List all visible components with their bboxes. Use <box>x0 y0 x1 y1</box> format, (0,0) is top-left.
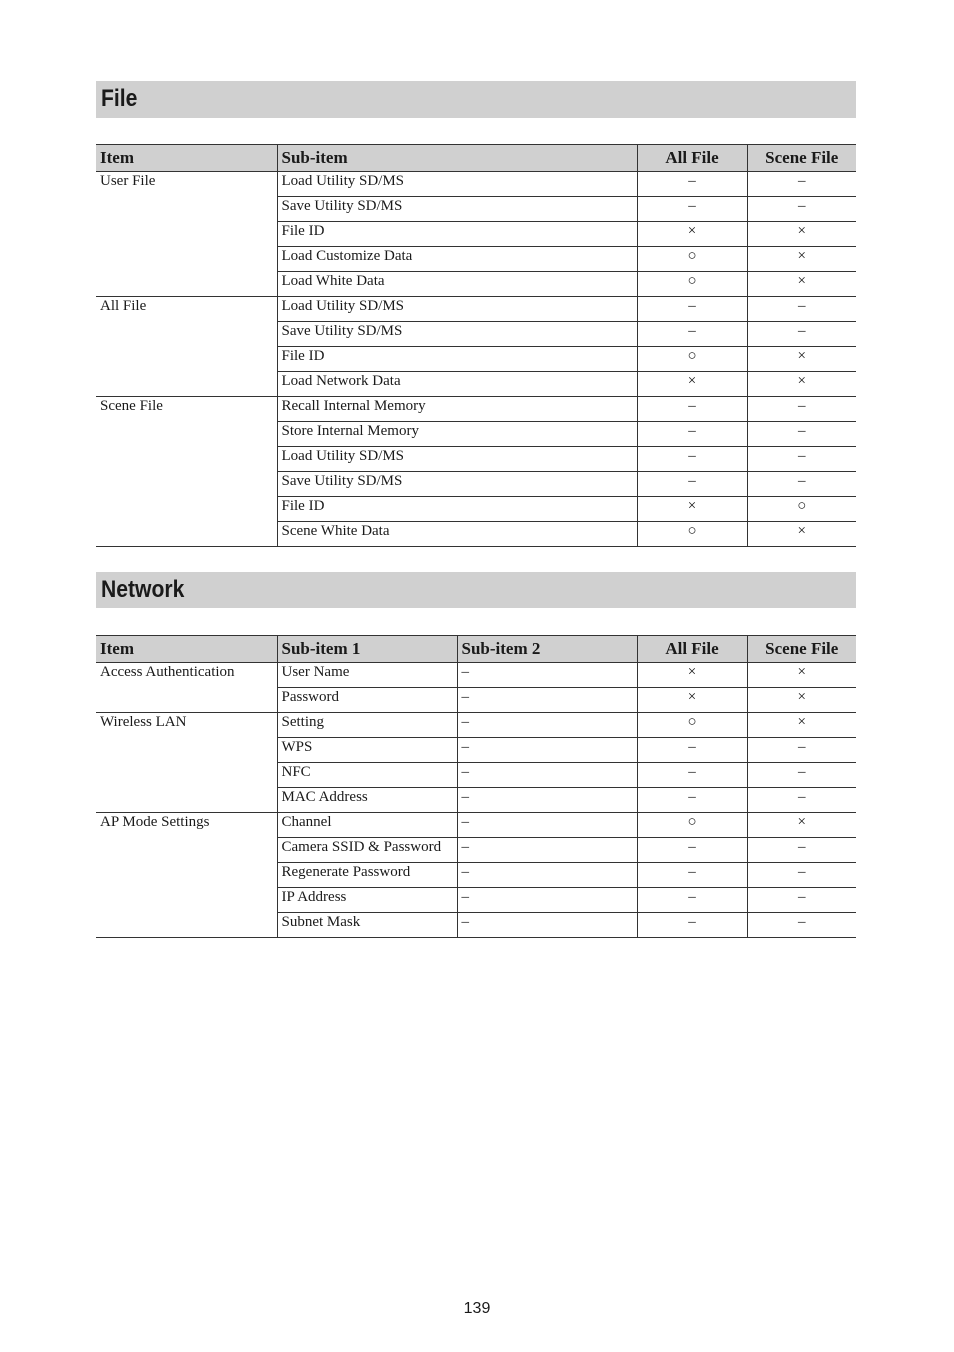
scene-file-cell: – <box>747 738 856 763</box>
table-row <box>96 813 856 838</box>
item-cell: All File <box>96 297 277 397</box>
network-section-title-text: Network <box>101 576 185 603</box>
header-all-file: All File <box>637 636 747 663</box>
sub-item-cell: Load Utility SD/MS <box>277 297 637 322</box>
all-file-cell: ○ <box>637 713 747 738</box>
all-file-cell: ○ <box>637 347 747 372</box>
sub-item-2-cell: – <box>457 688 637 713</box>
scene-file-cell: – <box>747 888 856 913</box>
all-file-cell: – <box>637 322 747 347</box>
header-scene-file: Scene File <box>747 145 856 172</box>
file-section-title-text: File <box>101 85 138 112</box>
sub-item-2-cell: – <box>457 888 637 913</box>
scene-file-cell: × <box>747 372 856 397</box>
scene-file-cell: – <box>747 472 856 497</box>
all-file-cell: × <box>637 688 747 713</box>
sub-item-2-cell: – <box>457 763 637 788</box>
all-file-cell: – <box>637 863 747 888</box>
all-file-cell: × <box>637 372 747 397</box>
network-table-body <box>96 663 856 938</box>
header-sub-item: Sub-item <box>277 145 637 172</box>
scene-file-cell: × <box>747 247 856 272</box>
sub-item-cell: File ID <box>277 347 637 372</box>
sub-item-cell: Save Utility SD/MS <box>277 322 637 347</box>
header-sub-item-2: Sub-item 2 <box>457 636 637 663</box>
all-file-cell: – <box>637 172 747 197</box>
table-row <box>96 397 856 422</box>
scene-file-cell: – <box>747 763 856 788</box>
sub-item-2-cell: – <box>457 913 637 938</box>
all-file-cell: × <box>637 497 747 522</box>
sub-item-1-cell: Regenerate Password <box>277 863 457 888</box>
all-file-cell: – <box>637 197 747 222</box>
item-cell: AP Mode Settings <box>96 813 277 938</box>
sub-item-2-cell: – <box>457 813 637 838</box>
sub-item-2-cell: – <box>457 738 637 763</box>
scene-file-cell: ○ <box>747 497 856 522</box>
sub-item-1-cell: Subnet Mask <box>277 913 457 938</box>
item-cell: Access Authentication <box>96 663 277 713</box>
file-section-title <box>96 81 856 118</box>
sub-item-2-cell: – <box>457 838 637 863</box>
sub-item-cell: Store Internal Memory <box>277 422 637 447</box>
all-file-cell: – <box>637 422 747 447</box>
scene-file-cell: – <box>747 863 856 888</box>
all-file-cell: – <box>637 888 747 913</box>
sub-item-2-cell: – <box>457 863 637 888</box>
scene-file-cell: – <box>747 838 856 863</box>
header-scene-file: Scene File <box>747 636 856 663</box>
all-file-cell: – <box>637 788 747 813</box>
sub-item-cell: Save Utility SD/MS <box>277 197 637 222</box>
header-sub-item-1: Sub-item 1 <box>277 636 457 663</box>
page-number: 139 <box>463 1300 491 1317</box>
sub-item-1-cell: Channel <box>277 813 457 838</box>
sub-item-1-cell: User Name <box>277 663 457 688</box>
sub-item-cell: Load Customize Data <box>277 247 637 272</box>
file-table-body <box>96 172 856 547</box>
sub-item-cell: Scene White Data <box>277 522 637 547</box>
sub-item-cell: Save Utility SD/MS <box>277 472 637 497</box>
scene-file-cell: – <box>747 397 856 422</box>
sub-item-1-cell: Password <box>277 688 457 713</box>
sub-item-1-cell: IP Address <box>277 888 457 913</box>
sub-item-cell: Load Utility SD/MS <box>277 172 637 197</box>
all-file-cell: ○ <box>637 272 747 297</box>
scene-file-cell: × <box>747 688 856 713</box>
scene-file-cell: × <box>747 347 856 372</box>
sub-item-2-cell: – <box>457 713 637 738</box>
scene-file-cell: × <box>747 813 856 838</box>
sub-item-cell: File ID <box>277 222 637 247</box>
scene-file-cell: – <box>747 422 856 447</box>
table-row <box>96 172 856 197</box>
all-file-cell: – <box>637 738 747 763</box>
sub-item-cell: Load White Data <box>277 272 637 297</box>
item-cell: User File <box>96 172 277 297</box>
scene-file-cell: × <box>747 663 856 688</box>
scene-file-cell: – <box>747 197 856 222</box>
all-file-cell: – <box>637 447 747 472</box>
sub-item-cell: Load Utility SD/MS <box>277 447 637 472</box>
scene-file-cell: – <box>747 913 856 938</box>
all-file-cell: ○ <box>637 813 747 838</box>
table-header-row <box>96 145 856 172</box>
all-file-cell: – <box>637 838 747 863</box>
sub-item-1-cell: Camera SSID & Password <box>277 838 457 863</box>
scene-file-cell: – <box>747 788 856 813</box>
scene-file-cell: – <box>747 322 856 347</box>
sub-item-2-cell: – <box>457 788 637 813</box>
item-cell: Scene File <box>96 397 277 547</box>
sub-item-cell: Recall Internal Memory <box>277 397 637 422</box>
sub-item-1-cell: MAC Address <box>277 788 457 813</box>
sub-item-1-cell: WPS <box>277 738 457 763</box>
scene-file-cell: × <box>747 222 856 247</box>
sub-item-1-cell: Setting <box>277 713 457 738</box>
all-file-cell: – <box>637 297 747 322</box>
scene-file-cell: × <box>747 522 856 547</box>
all-file-cell: – <box>637 913 747 938</box>
all-file-cell: × <box>637 663 747 688</box>
header-item: Item <box>96 145 277 172</box>
all-file-cell: – <box>637 472 747 497</box>
all-file-cell: – <box>637 763 747 788</box>
table-row <box>96 297 856 322</box>
sub-item-cell: Load Network Data <box>277 372 637 397</box>
network-section-title <box>96 572 856 608</box>
table-row <box>96 663 856 688</box>
scene-file-cell: × <box>747 272 856 297</box>
sub-item-2-cell: – <box>457 663 637 688</box>
scene-file-cell: – <box>747 447 856 472</box>
scene-file-cell: – <box>747 297 856 322</box>
network-settings-table <box>96 635 856 938</box>
header-item: Item <box>96 636 277 663</box>
sub-item-1-cell: NFC <box>277 763 457 788</box>
all-file-cell: × <box>637 222 747 247</box>
scene-file-cell: × <box>747 713 856 738</box>
table-row <box>96 713 856 738</box>
header-all-file: All File <box>637 145 747 172</box>
table-header-row <box>96 636 856 663</box>
all-file-cell: – <box>637 397 747 422</box>
file-settings-table <box>96 144 856 547</box>
sub-item-cell: File ID <box>277 497 637 522</box>
scene-file-cell: – <box>747 172 856 197</box>
item-cell: Wireless LAN <box>96 713 277 813</box>
all-file-cell: ○ <box>637 522 747 547</box>
all-file-cell: ○ <box>637 247 747 272</box>
